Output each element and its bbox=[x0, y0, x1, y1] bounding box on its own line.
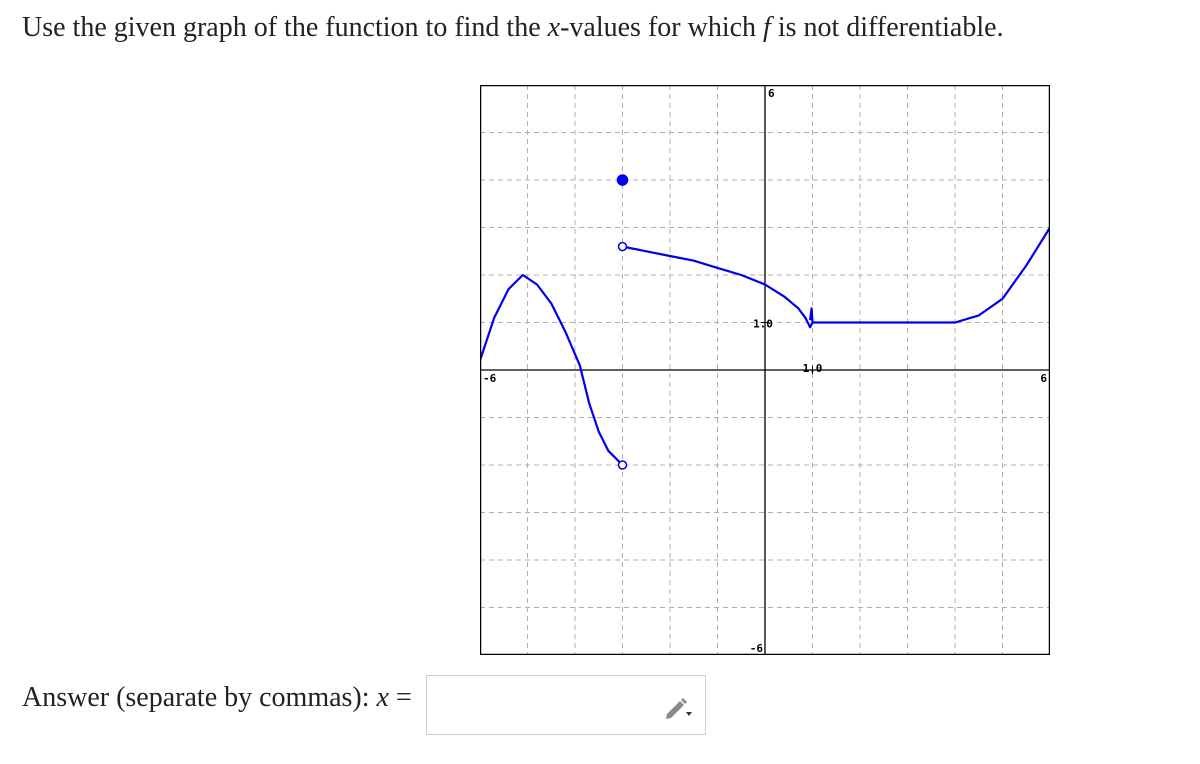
tick-label-x-one: 1.0 bbox=[802, 362, 823, 375]
tick-label-x-left: -6 bbox=[483, 372, 497, 385]
tick-label-y-one: 1.0 bbox=[753, 317, 773, 331]
tick-label-y-top: 6 bbox=[768, 87, 775, 100]
answer-label-text: Answer (separate by commas): bbox=[22, 682, 377, 713]
filled-point bbox=[618, 175, 628, 185]
graph-svg bbox=[480, 85, 1050, 655]
answer-box bbox=[426, 675, 706, 735]
answer-label-var: x bbox=[376, 682, 389, 713]
function-graph bbox=[480, 85, 1050, 655]
open-point bbox=[619, 243, 627, 251]
tick-label-x-right: 6 bbox=[1040, 372, 1047, 385]
pencil-icon[interactable] bbox=[663, 694, 693, 720]
question-part-3: is not differentiable. bbox=[770, 12, 1004, 43]
question-var-x: x bbox=[547, 12, 561, 43]
question-part-1: Use the given graph of the function to find the bbox=[22, 12, 548, 43]
question-var-f: f bbox=[763, 12, 771, 43]
answer-input[interactable] bbox=[427, 676, 657, 734]
question-text bbox=[22, 12, 1004, 44]
open-point bbox=[619, 461, 627, 469]
question-part-2: -values for which bbox=[560, 12, 764, 43]
tick-label-y-bottom: -6 bbox=[749, 642, 763, 655]
answer-label-equals: = bbox=[388, 682, 412, 713]
answer-label bbox=[22, 682, 412, 714]
